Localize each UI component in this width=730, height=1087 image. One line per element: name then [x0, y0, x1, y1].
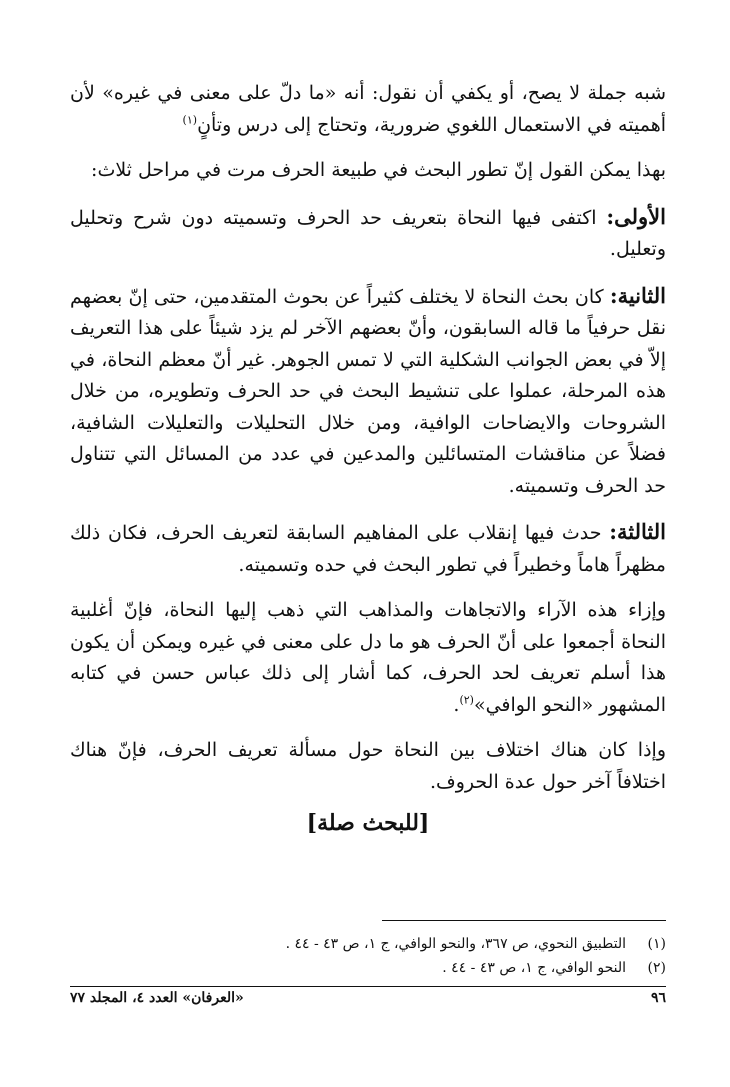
paragraph-stages-intro: بهذا يمكن القول إنّ تطور البحث في طبيعة الحرف مرت في مراحل ثلاث: [91, 159, 666, 181]
stage-3-label: الثالثة: [609, 519, 666, 544]
paragraph-stage-1 [70, 201, 666, 266]
stage-1-label: الأولى: [606, 203, 666, 229]
footer-divider [70, 986, 666, 987]
footnote-number: (٢) [647, 960, 666, 976]
footnote-text: التطبيق النحوي، ص ٣٦٧، والنحو الوافي، ج ١، ص ٤٣ - ٤٤ . [285, 936, 626, 952]
footnote-item [70, 956, 666, 980]
paragraph-consensus [70, 595, 666, 721]
footnote-ref-1: (١) [182, 113, 198, 127]
page-number: ٩٦ [650, 990, 666, 1006]
paragraph-stage-3 [70, 516, 666, 581]
page-footer [70, 990, 666, 1006]
continued-notice: [للبحث صلة] [306, 810, 430, 836]
footnote-divider [382, 920, 666, 921]
paragraph-stage-2 [70, 280, 666, 503]
footnote-ref-2: (٢) [459, 693, 474, 707]
footnote-number: (١) [647, 936, 666, 952]
paragraph-consensus-end: . [453, 693, 460, 716]
article-body [70, 78, 666, 812]
paragraph-closing: وإذا كان هناك اختلاف بين النحاة حول مسألة تعريف الحرف، فإنّ هناك اختلافاً آخر حول عدة الحروف. [70, 739, 666, 793]
paragraph-intro-text: شبه جملة لا يصح، أو يكفي أن نقول: أنه «ما دلّ على معنى في غيره» لأن أهميته في الاستعمال اللغوي ضرورية، وتحتاج إلى درس وتأنٍ [70, 82, 666, 136]
stage-3-text: حدث فيها إنقلاب على المفاهيم السابقة لتعريف الحرف، فكان ذلك مظهراً هاماً وخطيراً في تطور البحث في حده وتسميته. [70, 522, 666, 576]
footnote-item [70, 932, 666, 956]
stage-2-text: كان بحث النحاة لا يختلف كثيراً عن بحوث المتقدمين، حتى إنّ بعضهم نقل حرفياً ما قاله السابقون، وأنّ بعضهم الآخر لم يزد شيئاً على هذا التعريف إلاّ في بعض الجوانب الشكلية التي لا تمس الجوهر. غير أنّ معظم النحاة، في هذه المرحلة، عملوا على تنشيط البحث في حد الحرف وتطويره، من خلال الشروحات والايضاحات الوافية، ومن خلال التحليلات والتعليلات الشافية، فضلاً عن مناقشات المتسائلين والمدعين في عدد من المسائل التي تتناول حد الحرف وتسميته. [70, 285, 666, 497]
stage-1-text: اكتفى فيها النحاة بتعريف حد الحرف وتسميته دون شرح وتحليل وتعليل. [70, 206, 666, 260]
paragraph-intro [70, 78, 666, 141]
stage-2-label: الثانية: [609, 282, 666, 308]
footnotes [70, 932, 666, 980]
paragraph-consensus-text: وإزاء هذه الآراء والاتجاهات والمذاهب التي ذهب إليها النحاة، فإنّ أغلبية النحاة أجمعوا على أنّ الحرف هو ما دل على معنى في غيره ويمكن أن يكون هذا أسلم تعريف لحد الحرف، كما أشار إلى ذلك عباس حسن في كتابه المشهور «النحو الوافي» [70, 599, 666, 716]
footnote-text: النحو الوافي، ج ١، ص ٤٣ - ٤٤ . [442, 960, 626, 976]
journal-citation: «العرفان» العدد ٤، المجلد ٧٧ [70, 990, 244, 1006]
